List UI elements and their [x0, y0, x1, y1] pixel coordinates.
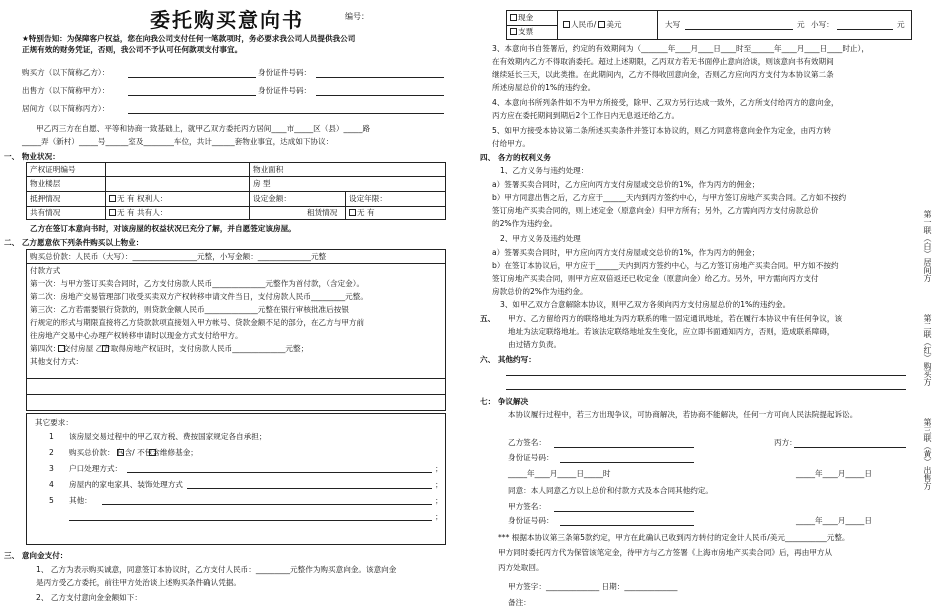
party-b-id-field[interactable]: [560, 462, 694, 463]
footer-sign: 甲方签字：______________ 日期：______________: [508, 582, 678, 591]
clause-4-line-1: 4、本意向书所列条件如不为甲方所接受，除甲、乙双方另行达成一致外，乙方所支付给丙方的意向金，: [492, 98, 839, 107]
other-item-1-num: 1: [49, 432, 54, 441]
sec1-title: 一、 物业状况：: [4, 152, 60, 161]
copy-label-1: 第一联（白）居间方: [923, 210, 932, 282]
xiaoxie-label: 小写：: [811, 20, 834, 29]
sec3-title: 三、 意向金支付：: [4, 551, 68, 560]
clause-4-line-2: 丙方应在委托期间到期后2个工作日内无息返还给乙方。: [492, 111, 680, 120]
other-item-5: 其他：: [69, 496, 92, 505]
other-item-4: 房屋内的家电家具、装饰处理方式: [69, 480, 183, 489]
payment-box: [26, 249, 446, 411]
party-a-id-label: 身份证号码：: [508, 516, 554, 525]
other-item-3-field[interactable]: [127, 472, 432, 473]
buyer-field[interactable]: [128, 77, 256, 78]
copy-label-3: 第三联（黄）出售方: [923, 418, 932, 490]
cell-mortgage-years: 设定年限：: [349, 194, 387, 203]
other-item-2[interactable]: 购买总价款： 包含/ 不包含维修基金；: [69, 448, 198, 457]
sec4-line-8: b）在签订本协议后，甲方应于______天内到丙方签约中心，与乙方签订房地产买卖合同。甲方如不按约: [492, 261, 839, 270]
sec4-line-6: 2、甲方义务及违约处理: [500, 234, 581, 243]
copy-label-2: 第二联（红）购买方: [923, 314, 932, 386]
party-a-id-field[interactable]: [560, 525, 694, 526]
deposit-box: 现金 支票 人民币/ 美元 大写 元 小写： 元: [506, 10, 912, 40]
intro-line-1: 甲乙丙三方在自愿、平等和协商一致基础上，就甲乙双方委托丙方居间____市_____区（县）_____路: [36, 124, 371, 133]
party-a-sign-field[interactable]: [554, 511, 694, 512]
sec4-line-11: 3、如甲乙双方合意解除本协议，则甲乙双方各须向丙方支付房屋总价的1%的违约金。: [500, 300, 791, 309]
party-c-sign-field[interactable]: [794, 447, 906, 448]
sign-date-2: _____年____月_____日: [796, 469, 872, 478]
seller-id-field[interactable]: [316, 95, 444, 96]
other-item-5-num: 5: [49, 496, 54, 505]
pay-option-check[interactable]: 支票: [510, 27, 533, 37]
seller-id-label: 身份证件号码：: [258, 86, 312, 95]
sec4-line-9: 签订房地产买卖合同，则甲方应双倍返还已收定金（原意向金）给乙方。另外，甲方需向丙方支付: [492, 274, 819, 283]
sec1-note: 乙方在签订本意向书时，对该房屋的权益状况已充分了解，并自愿签定该房屋。: [30, 224, 296, 233]
buyer-id-field[interactable]: [316, 77, 444, 78]
serial-label: 编号：: [345, 12, 369, 21]
party-b-sign-label: 乙方签名：: [508, 438, 546, 447]
sec6-field-2[interactable]: [506, 389, 906, 390]
property-table: [26, 162, 446, 220]
sec3-line-2: 是丙方受乙方委托，前往甲方处治谈上述购买条件确认凭据。: [36, 578, 242, 587]
other-item-1: 该房屋交易过程中的甲乙双方税、费按国家规定各自承担；: [69, 432, 267, 441]
other-item-3: 户口处理方式：: [69, 464, 123, 473]
sec2-title: 二、 乙方愿意依下列条件购买以上物业：: [4, 238, 144, 247]
party-b-sign-field[interactable]: [554, 447, 694, 448]
cell-mortgage: 抵押情况: [30, 194, 61, 203]
other-item-3-num: 3: [49, 464, 54, 473]
pay-line-5: 往房地产交易中心办理产权转移申请时以现金方式支付给甲方。: [30, 331, 243, 340]
clause-3-line-2: 在有效期内乙方不得取消委托。超过上述期限，乙丙双方若无书面停止意向洽谈，则该意向书有效期间: [492, 57, 834, 66]
cell-cert-no: 产权证明编号: [30, 165, 76, 174]
price-line: 购买总价款：人民币（大写）：_________________元整，小写金额：______________元整: [30, 252, 327, 261]
right-page: [478, 0, 908, 613]
cell-lease-opts[interactable]: 无 有: [349, 208, 375, 218]
pay-line-3: 第三次：乙方若需要银行贷款的，则贷款金额人民币______________元整在银行审核批准后按银: [30, 305, 349, 314]
cell-mortgage-opts[interactable]: 无 有 权利人：: [109, 194, 167, 204]
buyer-label: 购买方（以下简称乙方）：: [22, 68, 110, 77]
clause-3-line-4: 所述房屋总价的1%的违约金。: [492, 83, 596, 92]
party-b-id-label: 身份证号码：: [508, 453, 554, 462]
other-item-4-num: 4: [49, 480, 54, 489]
cell-lease: 租赁情况: [307, 208, 338, 217]
footnote-line-3: 丙方处取回。: [498, 563, 544, 572]
footnote-line-1: *** 根据本协议第三条第5款约定，甲方在此确认已收到丙方转付的定金计人民币/美元___________元整。: [498, 533, 850, 542]
sign-date-3: _____年____月_____日: [796, 516, 872, 525]
cell-co-own: 共有情况: [30, 208, 61, 217]
daxie-label: 大写: [665, 20, 681, 29]
other-item-4-field[interactable]: [187, 488, 432, 489]
pay-line-7: 其他支付方式：: [30, 357, 84, 366]
sec4-line-2: a）签署买卖合同时，乙方应向丙方支付房屋或交总价的1%，作为丙方的佣金；: [492, 180, 760, 189]
sec4-line-5: 的2%作为违约金。: [492, 219, 558, 228]
intro-line-2: _____弄（新村）_____号______室及________车位，共计______套物业事宜，达成如下协议：: [22, 137, 334, 146]
pay-line-4: 行规定的形式与期限直接将乙方贷款款项直接划入甲方帐号、贷款金额不足的部分，在乙方与甲方前: [30, 318, 365, 327]
party-c-sign-label: 丙方：: [774, 438, 797, 447]
sec7-line: 本协议履行过程中，若三方出现争议，可协商解决，若协商不能解决，任何一方可向人民法院提起诉讼。: [508, 410, 858, 419]
sec4-line-3: b）甲方同意出售之后，乙方应于______天内到丙方签约中心，与甲方签订房地产买卖合同。乙方如不按约: [492, 193, 847, 202]
other-title: 其它要求：: [35, 418, 73, 427]
cell-co-own-opts[interactable]: 无 有 共有人：: [109, 208, 167, 218]
other-extra-field[interactable]: [69, 520, 432, 521]
pay-option-cash[interactable]: 现金: [510, 13, 533, 23]
sec4-line-1: 1、乙方义务与违约处理：: [500, 166, 589, 175]
seller-label: 出售方（以下简称甲方）：: [22, 86, 110, 95]
document-title: 委托购买意向书: [150, 8, 304, 32]
notice-line-2: 正规有效的财务凭证，否则，我公司不予认可任何款项支付事宜。: [22, 45, 243, 54]
sec6-field-1[interactable]: [506, 375, 906, 376]
sec3-line-3: 2、 乙方支付意向金金额如下：: [36, 593, 142, 602]
sec4-line-10: 房款总价的2%作为违约金。: [492, 287, 588, 296]
pay-title: 付款方式: [30, 266, 61, 275]
clause-3-line-1: 3、本意向书自签署后，约定的有效期间为（_______年____月____日____时至______年____月____日____时止），: [492, 44, 869, 53]
sign-date-1: _____年____月_____日_____时: [508, 469, 611, 478]
sec5-line-3: 由过错方负责。: [508, 340, 562, 349]
clause-3-line-3: 继续延长三天，以此类推。在此期间内，乙方不得收回意向金，否则乙方应向丙方支付为本协议第二条: [492, 70, 834, 79]
remark-label: 备注：: [508, 598, 531, 607]
other-item-5-field[interactable]: [102, 504, 432, 505]
clause-5-line-2: 付给甲方。: [492, 139, 530, 148]
clause-5-line-1: 5、如甲方接受本协议第二条所述买卖条件并签订本协议的，则乙方同意将意向金作为定金，由丙方转: [492, 126, 831, 135]
other-requirements-box: 其它要求： 1 该房屋交易过程中的甲乙双方税、费按国家规定各自承担； 2 购买总价款： 包含/ 不包含维修基金； 3 户口处理方式： ； 4 房屋内的家电家具、装饰处理方式 ； 5 其他： ； ；: [26, 413, 446, 545]
party-a-sign-label: 甲方签名：: [508, 502, 546, 511]
daxie-field[interactable]: [685, 29, 793, 30]
cell-layout: 房 型: [253, 179, 271, 188]
notice-line-1: ★特别告知：为保障客户权益，您在向我公司支付任何一笔款项时，务必要求我公司人员提供我公司: [22, 34, 356, 43]
agent-field[interactable]: [128, 113, 444, 114]
sec5-line-1: 甲方、乙方留给丙方的联络地址为丙方联系的唯一固定通讯地址，若在履行本协议中有任何争议，该: [508, 314, 843, 323]
sec4-title: 四、 各方的权利义务: [480, 153, 551, 162]
pay-line-6[interactable]: 第四次： 交付房屋 乙方取得房地产权证时，支付房款人民币______________元整；: [30, 344, 309, 353]
cell-area: 物业面积: [253, 165, 284, 174]
pay-line-2: 第二次：房地产交易管理部门收受买卖双方产权转移申请文件当日，支付房款人民币_________元整。: [30, 292, 368, 301]
footnote-line-2: 甲方同时委托丙方代为保管该笔定金，待甲方与乙方签署《上海市房地产买卖合同》后，再由甲方从: [498, 548, 833, 557]
pay-line-1: 第一次：与甲方签订买卖合同时，乙方支付房款人民币______________元整作为首付款，（含定金）。: [30, 279, 365, 288]
sec7-title: 七： 争议解决: [480, 397, 529, 406]
currency-options[interactable]: 人民币/ 美元: [563, 20, 622, 30]
cell-mortgage-amount: 设定金额：: [253, 194, 291, 203]
sec5-title: 五、: [480, 314, 496, 323]
agent-label: 居间方（以下简称丙方）：: [22, 104, 110, 113]
other-item-2-num: 2: [49, 448, 54, 457]
sec6-title: 六、 其他约写：: [480, 355, 536, 364]
xiaoxie-field[interactable]: [837, 29, 893, 30]
buyer-id-label: 身份证件号码：: [258, 68, 312, 77]
sec3-line-1: 1、 乙方为表示购买诚意，同意签订本协议时，乙方支付人民币：_________元整作为购买意向金。该意向金: [36, 565, 397, 574]
cell-floor: 物业楼层: [30, 179, 61, 188]
agree-line: 同意：本人同意乙方以上总价和付款方式及本合同其他约定。: [508, 486, 714, 495]
seller-field[interactable]: [128, 95, 256, 96]
sec4-line-7: a）签署买卖合同时，甲方应向丙方支付房屋或交总价的1%，作为丙方的佣金；: [492, 248, 760, 257]
sec4-line-4: 签订房地产买卖合同的，则上述定金（原意向金）归甲方所有；另外，乙方需向丙方支付房款总价: [492, 206, 819, 215]
sec5-line-2: 地址为法定联络地址。若该法定联络地址发生变化，应立即书面通知丙方，否则，造成联系障碍，: [508, 327, 835, 336]
